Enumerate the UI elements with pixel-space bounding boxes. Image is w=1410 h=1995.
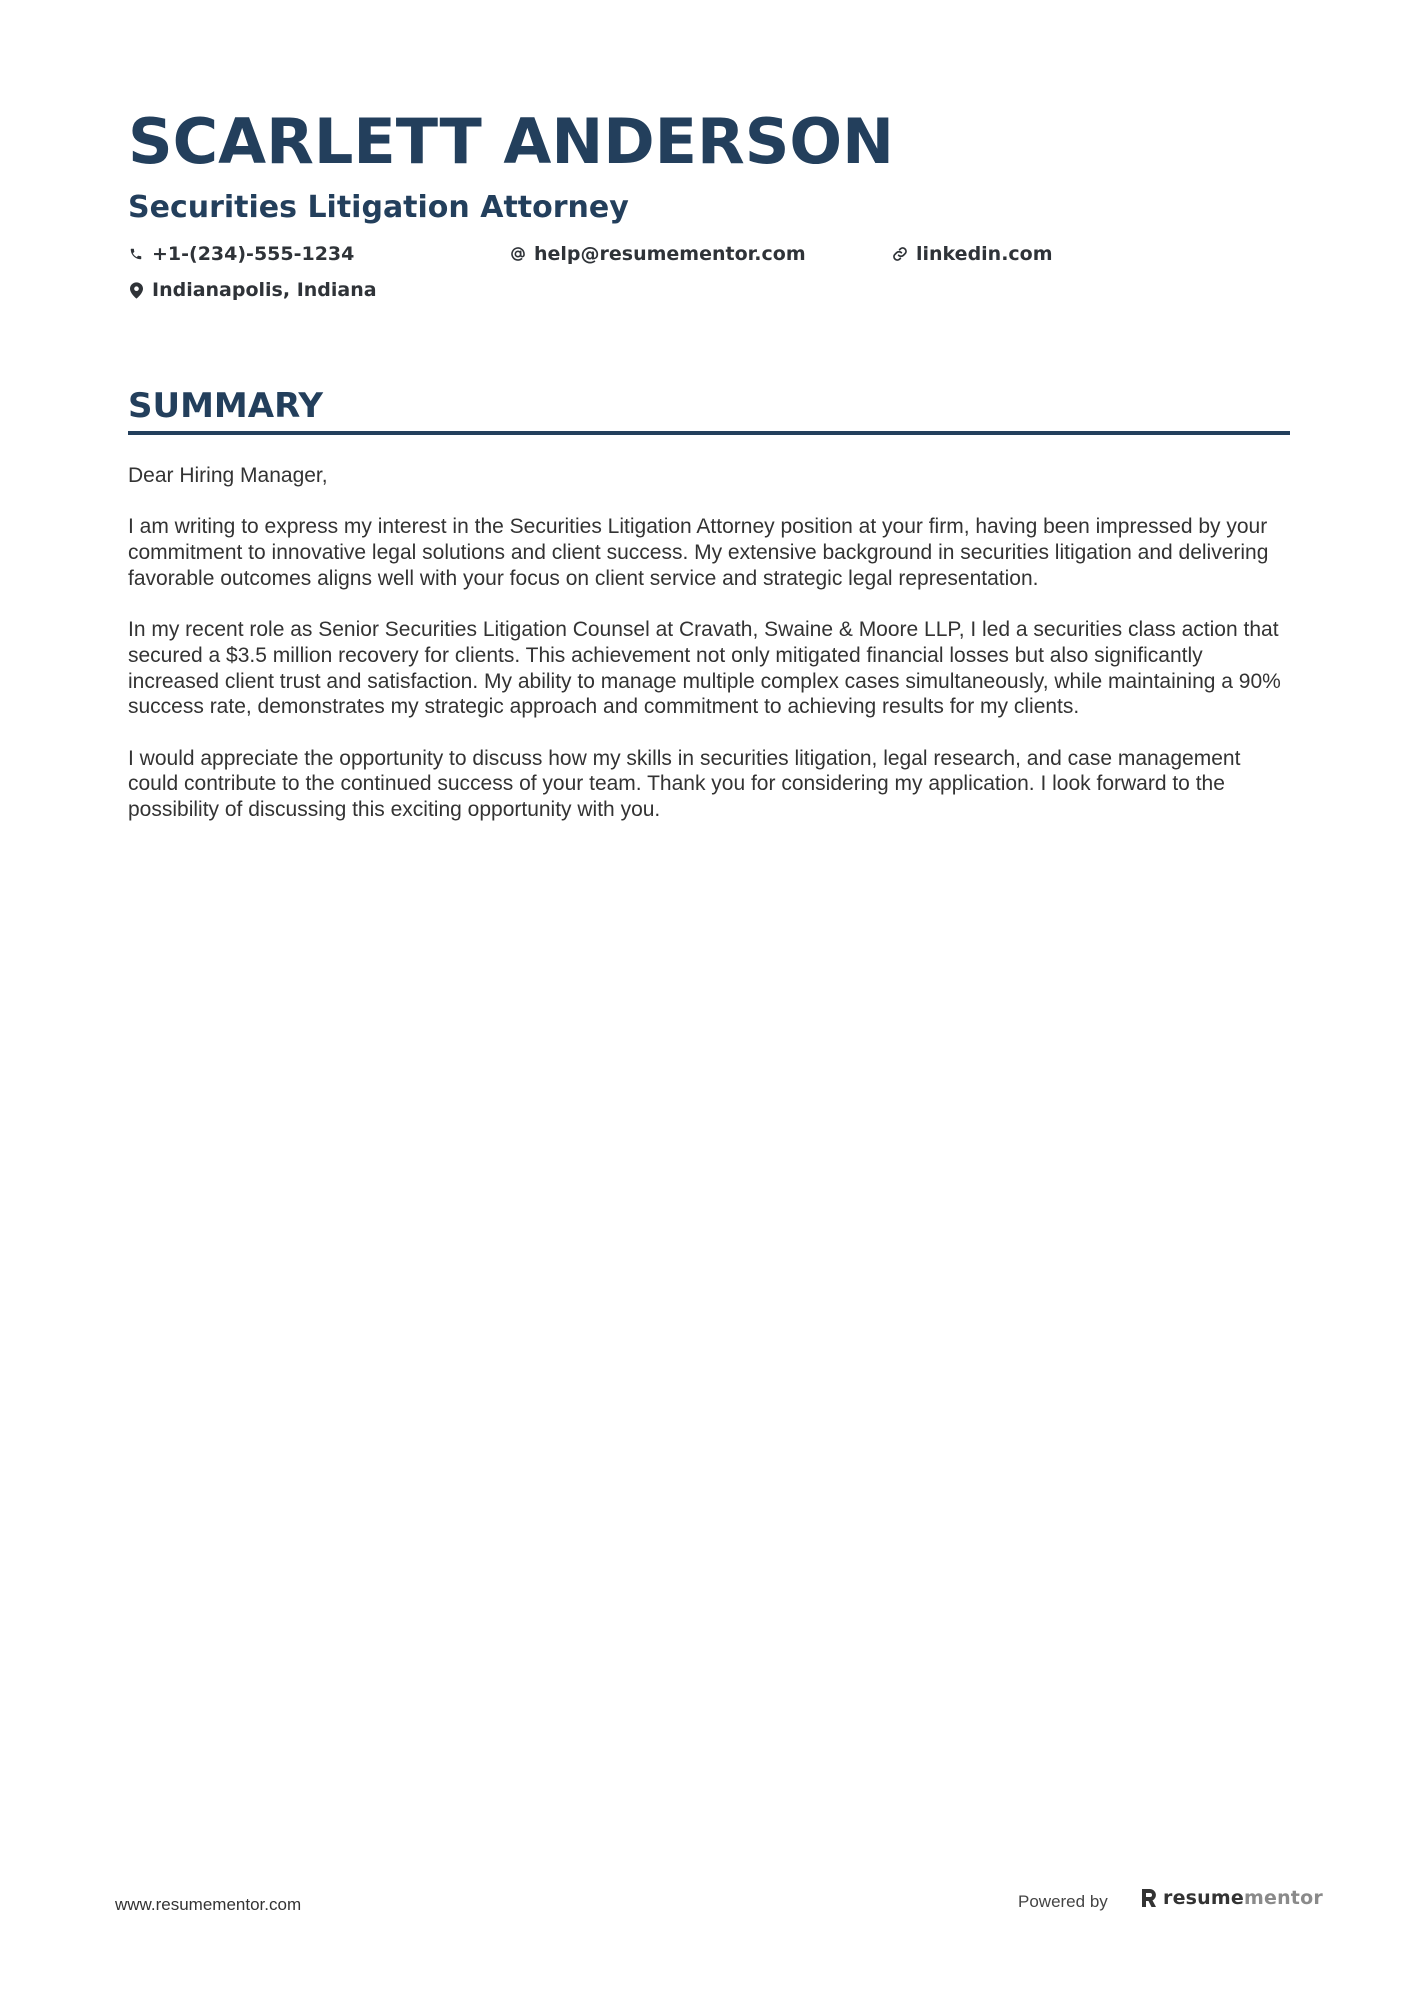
footer-website-link[interactable]: www.resumementor.com [115, 1895, 302, 1914]
section-divider [128, 431, 1290, 435]
phone-icon [128, 245, 144, 263]
letter-salutation: Dear Hiring Manager, [128, 464, 328, 487]
brand-wordmark-mentor: mentor [1243, 1887, 1323, 1909]
letter-paragraph-intro: I am writing to express my interest in the Securities Litigation Attorney position at your firm, having been impressed by your commitment to innovative legal solutions and client success. My extensive background in securities litigation and delivering favorable outcomes aligns well with your focus on client service and strategic legal representation. [128, 515, 1269, 590]
link-icon [892, 245, 908, 263]
brand-wordmark [1163, 1887, 1323, 1909]
letter-paragraph-closing: I would appreciate the opportunity to discuss how my skills in securities litigation, legal research, and case management could contribute to the continued success of your team. Thank you for considering my application. I look forward to the possibility of discussing this exciting opportunity with you. [128, 746, 1241, 822]
resumementor-logo-icon [1140, 1887, 1158, 1909]
footer-brand-logo[interactable] [1140, 1887, 1323, 1909]
contact-location [128, 277, 377, 303]
job-title: Securities Litigation Attorney [128, 190, 629, 225]
footer-powered-by: Powered by [1018, 1892, 1108, 1911]
summary-heading: SUMMARY [128, 386, 324, 426]
website-text: linkedin.com [916, 243, 1053, 265]
location-text: Indianapolis, Indiana [152, 279, 377, 301]
map-pin-icon [128, 281, 144, 299]
contact-website[interactable] [892, 241, 1053, 267]
contact-phone[interactable] [128, 241, 354, 267]
applicant-name: SCARLETT ANDERSON [128, 105, 895, 178]
at-icon [510, 245, 526, 263]
phone-text: +1-(234)-555-1234 [152, 243, 355, 265]
contact-email[interactable] [510, 241, 806, 267]
letter-paragraph-experience: In my recent role as Senior Securities Litigation Counsel at Cravath, Swaine & Moore LLP, I led a securities class action that secured a $3.5 million recovery for clients. This achievement not only mitigated financial losses but also significantly increased client trust and satisfaction. My ability to manage multiple complex cases simultaneously, while maintaining a 90% success rate, demonstrates my strategic approach and commitment to achieving results for my clients. [128, 618, 1281, 719]
brand-wordmark-resume: resume [1163, 1887, 1244, 1909]
email-text: help@resumementor.com [534, 243, 806, 265]
letter-body [128, 463, 1293, 848]
